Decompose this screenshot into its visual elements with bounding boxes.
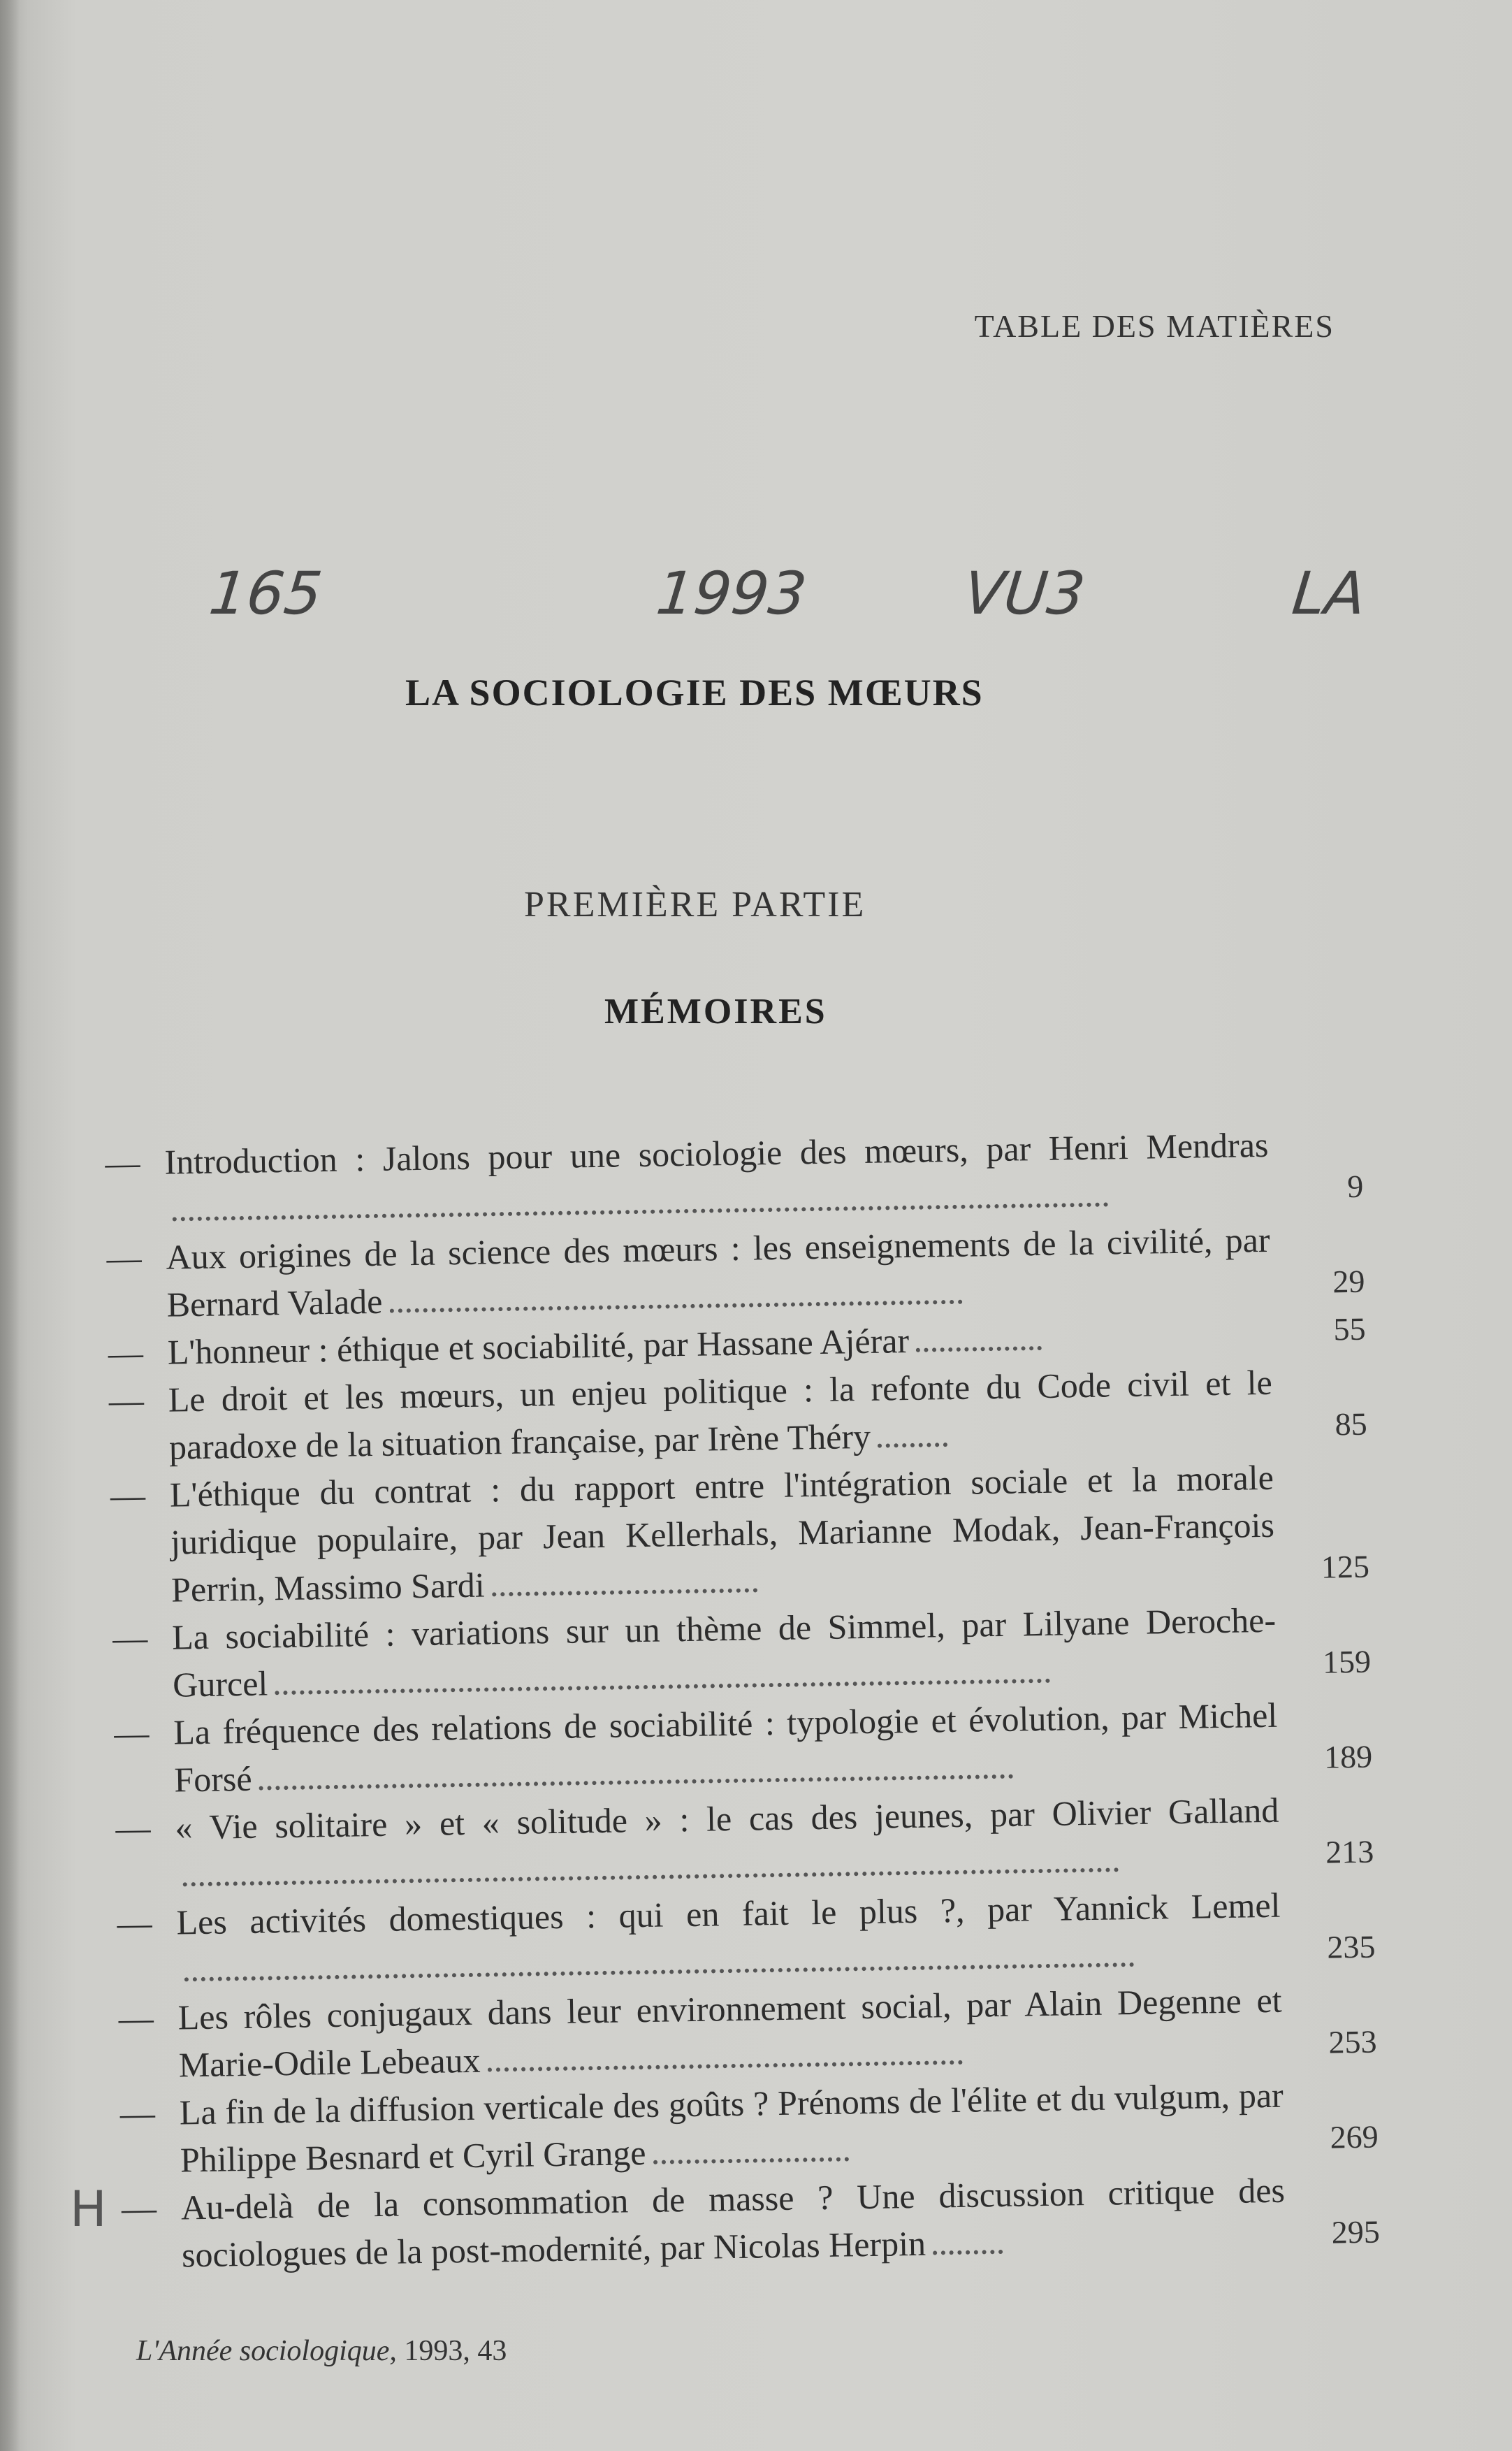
toc-entry [110,1452,1369,1614]
handwritten-note: 1993 [653,559,810,628]
handwritten-margin-note: H [70,2181,107,2238]
entry-dash: — [117,1903,153,1943]
section-title: MÉMOIRES [604,992,827,1032]
entry-page: 125 [1321,1548,1370,1585]
entry-page: 9 [1346,1168,1364,1205]
entry-dash: — [113,1713,150,1753]
entry-dash: — [121,2188,157,2228]
running-head: TABLE DES MATIÈRES [974,308,1335,344]
journal-year-volume: 1993, 43 [404,2335,507,2367]
entry-text: La sociabilité : variations sur un thème de Simmel, par Lilyane Deroche-Gurcel [171,1600,1277,1705]
toc-entry [121,2165,1380,2280]
entry-page: 235 [1326,1928,1376,1965]
handwritten-note: 165 [205,559,326,628]
entry-dash: — [112,1618,148,1658]
entry-text: « Vie solitaire » et « solitude » : le cas des jeunes, par Olivier Galland [175,1790,1279,1847]
entry-page: 189 [1323,1738,1373,1775]
entry-dash: — [119,2093,156,2133]
entry-page: 213 [1325,1833,1374,1870]
handwritten-note: LA [1288,559,1369,628]
entry-dash: — [118,1998,154,2038]
entry-text: L'honneur : éthique et sociabilité, par Hassane Ajérar [167,1320,910,1372]
entry-dash: — [108,1380,145,1420]
entry-text: La fin de la diffusion verticale des goûts ? Prénoms de l'élite et du vulgum, par Philippe Besnard et Cyril Grange [179,2075,1284,2180]
journal-name: L'Année sociologique, [136,2335,397,2367]
entry-text: Les activités domestiques : qui en fait le plus ?, par Yannick Lemel [176,1885,1281,1942]
entry-text: La fréquence des relations de sociabilité : typologie et évolution, par Michel Forsé [173,1695,1278,1800]
entry-page: 295 [1331,2213,1381,2250]
entry-text: Les rôles conjugaux dans leur environnement social, par Alain Degenne et Marie-Odile Lebeaux [177,1980,1282,2085]
journal-footer [136,2334,507,2368]
entry-page: 29 [1332,1263,1365,1300]
binding-shadow [0,0,20,2451]
entry-dash: — [105,1143,140,1183]
entry-dash: — [115,1808,151,1848]
entry-text: Aux origines de la science des mœurs : les enseignements de la civilité, par Bernard Valade [166,1220,1270,1324]
volume-title: LA SOCIOLOGIE DES MŒURS [405,672,984,714]
table-of-contents [105,1120,1380,2280]
entry-text: Le droit et les mœurs, un enjeu politique : la refonte du Code civil et le paradoxe de la situation française, par Irène Théry [168,1362,1273,1467]
entry-page: 55 [1333,1310,1366,1347]
entry-page: 269 [1330,2118,1379,2155]
handwritten-note: VU3 [960,559,1089,628]
entry-dash: — [108,1333,144,1373]
entry-text: Introduction : Jalons pour une sociologie des mœurs, par Henri Mendras [164,1125,1269,1182]
entry-page: 159 [1322,1643,1372,1680]
entry-text: Au-delà de la consommation de masse ? Une discussion critique des sociologues de la post-modernité, par Nicolas Herpin [180,2170,1286,2275]
entry-dash: — [110,1475,146,1515]
entry-text: L'éthique du contrat : du rapport entre l'intégration sociale et la morale juridique populaire, par Jean Kellerhals, Marianne Modak, Jean-François Perrin, Massimo Sardi [169,1457,1275,1610]
entry-dash: — [106,1238,143,1278]
entry-page: 85 [1335,1405,1368,1443]
part-title: PREMIÈRE PARTIE [524,885,866,925]
entry-page: 253 [1328,2023,1377,2060]
